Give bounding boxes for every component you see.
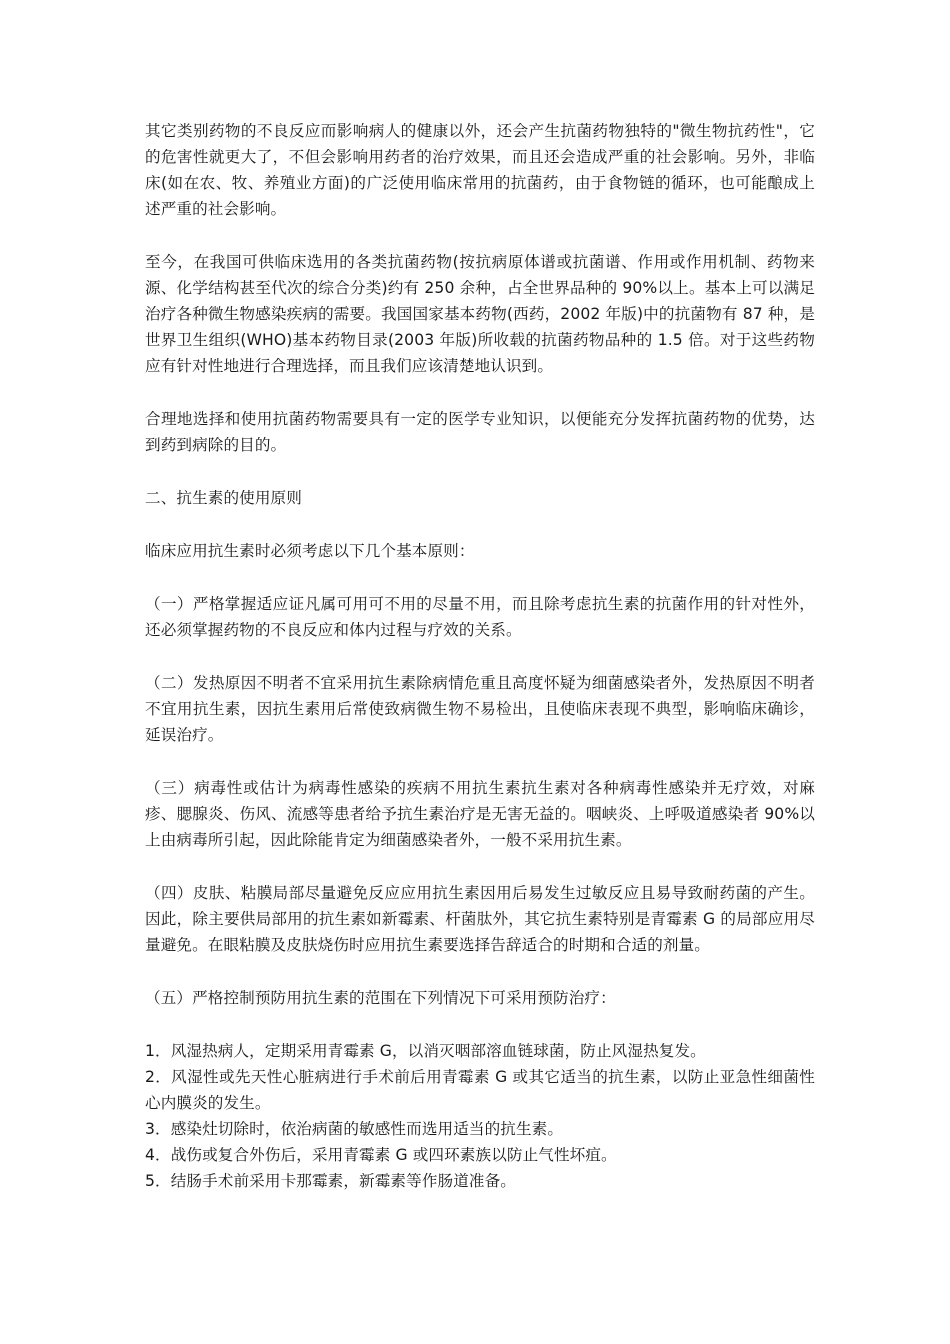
prevention-list	[145, 1038, 815, 1194]
principle-item: （四）皮肤、粘膜局部尽量避免反应应用抗生素因用后易发生过敏反应且易导致耐药菌的产生。因此，除主要供局部用的抗生素如新霉素、杆菌肽外，其它抗生素特别是青霉素 G 的局部应用尽量避免。在眼粘膜及皮肤烧伤时应用抗生素要选择告辞适合的时期和合适的剂量。	[145, 884, 815, 954]
paragraph-drug-varieties: 至今，在我国可供临床选用的各类抗菌药物(按抗病原体谱或抗菌谱、作用或作用机制、药物来源、化学结构甚至代次的综合分类)约有 250 余种，占全世界品种的 90%以上。基本上可以满足治疗各种微生物感染疾病的需要。我国国家基本药物(西药，2002 年版)中的抗菌物有 87 种，是世界卫生组织(WHO)基本药物目录(2003 年版)所收载的抗菌药物品种的 1.5 倍。对于这些药物应有针对性地进行合理选择，而且我们应该清楚地认识到。	[145, 253, 815, 375]
document-body	[145, 118, 815, 1194]
list-item: 1．风湿热病人，定期采用青霉素 G，以消灭咽部溶血链球菌，防止风湿热复发。	[145, 1042, 706, 1060]
section-heading: 二、抗生素的使用原则	[145, 489, 302, 507]
principles-intro: 临床应用抗生素时必须考虑以下几个基本原则：	[145, 542, 475, 560]
list-item: 4．战伤或复合外伤后，采用青霉素 G 或四环素族以防止气性坏疽。	[145, 1146, 617, 1164]
paragraph-side-effects: 其它类别药物的不良反应而影响病人的健康以外，还会产生抗菌药物独特的"微生物抗药性"，它的危害性就更大了，不但会影响用药者的治疗效果，而且还会造成严重的社会影响。另外，非临床(如在农、牧、养殖业方面)的广泛使用临床常用的抗菌药，由于食物链的循环，也可能酿成上述严重的社会影响。	[145, 122, 815, 218]
principle-item: （二）发热原因不明者不宜采用抗生素除病情危重且高度怀疑为细菌感染者外，发热原因不明者不宜用抗生素，因抗生素用后常使致病微生物不易检出，且使临床表现不典型，影响临床确诊，延误治疗。	[145, 674, 815, 744]
paragraph-rational-use: 合理地选择和使用抗菌药物需要具有一定的医学专业知识，以便能充分发挥抗菌药物的优势，达到药到病除的目的。	[145, 410, 815, 454]
list-item: 3．感染灶切除时，依治病菌的敏感性而选用适当的抗生素。	[145, 1120, 564, 1138]
list-item: 5．结肠手术前采用卡那霉素，新霉素等作肠道准备。	[145, 1172, 516, 1190]
principle-item: （三）病毒性或估计为病毒性感染的疾病不用抗生素抗生素对各种病毒性感染并无疗效，对麻疹、腮腺炎、伤风、流感等患者给予抗生素治疗是无害无益的。咽峡炎、上呼吸道感染者 90%以上由病毒所引起，因此除能肯定为细菌感染者外，一般不采用抗生素。	[145, 779, 815, 849]
principle-item: （一）严格掌握适应证凡属可用可不用的尽量不用，而且除考虑抗生素的抗菌作用的针对性外，还必须掌握药物的不良反应和体内过程与疗效的关系。	[145, 595, 815, 639]
list-item: 2．风湿性或先天性心脏病进行手术前后用青霉素 G 或其它适当的抗生素，以防止亚急性细菌性心内膜炎的发生。	[145, 1068, 815, 1112]
principle-item: （五）严格控制预防用抗生素的范围在下列情况下可采用预防治疗：	[145, 989, 616, 1007]
